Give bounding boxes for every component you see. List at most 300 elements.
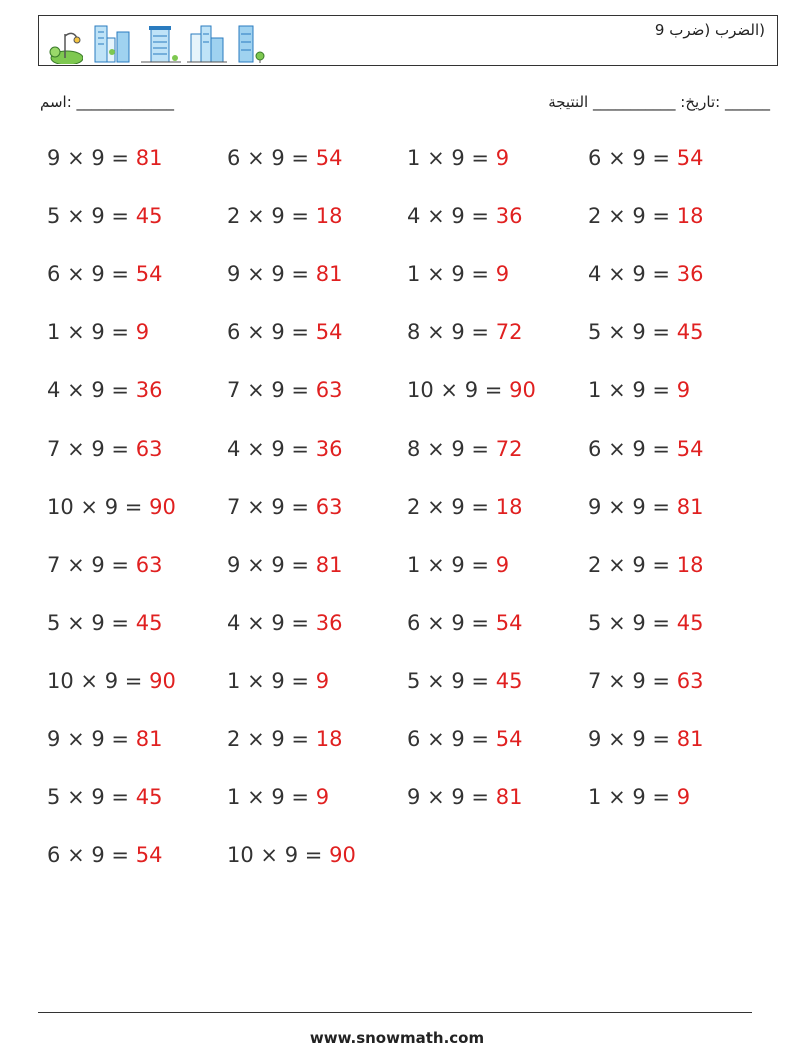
problem-item	[227, 785, 329, 809]
problem-item	[47, 204, 162, 228]
problem-item	[407, 320, 522, 344]
times-sign: ×	[67, 204, 85, 229]
factor-a: 5	[47, 204, 61, 229]
equals-sign: =	[124, 668, 143, 693]
factor-a: 1	[227, 668, 241, 693]
problem-item	[227, 437, 342, 461]
times-sign: ×	[608, 727, 626, 751]
problem-item	[47, 262, 162, 286]
equals-sign: =	[471, 204, 490, 229]
answer: 81	[676, 494, 704, 519]
equals-sign: =	[304, 843, 323, 868]
answer: 45	[135, 610, 163, 635]
equals-sign: =	[471, 262, 490, 287]
factor-a: 1	[47, 320, 61, 345]
factor-a: 1	[588, 378, 602, 403]
factor-a: 6	[227, 320, 241, 345]
factor-a: 6	[227, 146, 241, 170]
factor-a: 7	[227, 494, 241, 519]
equals-sign: =	[471, 727, 490, 751]
answer: 18	[676, 552, 704, 577]
footer-url: www.snowmath.com	[309, 1029, 485, 1047]
equals-sign: =	[111, 785, 130, 810]
equals-sign: =	[291, 785, 310, 810]
worksheet-title: (الضرب (ضرب 9	[654, 21, 765, 39]
times-sign: ×	[427, 146, 445, 170]
factor-b: 9	[632, 436, 646, 461]
equals-sign: =	[291, 436, 310, 461]
answer: 9	[315, 785, 330, 810]
problem-item	[47, 785, 162, 809]
problem-item	[588, 495, 703, 519]
problem-item	[47, 727, 162, 751]
equals-sign: =	[291, 727, 310, 751]
factor-b: 9	[91, 727, 105, 751]
times-sign: ×	[608, 668, 626, 693]
problem-item	[588, 669, 703, 693]
problem-item	[588, 320, 703, 344]
answer: 9	[495, 552, 510, 577]
answer: 45	[135, 785, 163, 810]
equals-sign: =	[471, 146, 490, 170]
factor-a: 5	[47, 785, 61, 810]
equals-sign: =	[111, 378, 130, 403]
problem-item	[407, 262, 509, 286]
factor-a: 7	[588, 668, 602, 693]
times-sign: ×	[67, 320, 85, 345]
answer: 54	[315, 320, 343, 345]
equals-sign: =	[291, 378, 310, 403]
tree-icon	[47, 22, 83, 64]
problem-item	[407, 669, 522, 693]
factor-a: 9	[407, 785, 421, 810]
problem-item	[407, 204, 522, 228]
equals-sign: =	[652, 785, 671, 810]
times-sign: ×	[247, 668, 265, 693]
factor-a: 10	[407, 378, 434, 403]
equals-sign: =	[652, 378, 671, 403]
equals-sign: =	[291, 262, 310, 287]
times-sign: ×	[247, 146, 265, 170]
answer: 18	[315, 204, 343, 229]
equals-sign: =	[652, 727, 671, 751]
factor-a: 5	[588, 610, 602, 635]
factor-b: 9	[271, 204, 285, 229]
problem-item	[47, 437, 162, 461]
answer: 72	[495, 320, 523, 345]
factor-a: 9	[588, 727, 602, 751]
factor-b: 9	[451, 146, 465, 170]
times-sign: ×	[608, 378, 626, 403]
footer-divider	[38, 1012, 752, 1013]
problem-item	[47, 495, 176, 519]
factor-b: 9	[91, 552, 105, 577]
answer: 45	[135, 204, 163, 229]
problem-item	[588, 204, 703, 228]
problem-item	[227, 204, 342, 228]
answer: 9	[676, 378, 691, 403]
factor-a: 9	[47, 146, 61, 170]
equals-sign: =	[291, 494, 310, 519]
problem-item	[227, 727, 342, 751]
times-sign: ×	[427, 494, 445, 519]
times-sign: ×	[67, 262, 85, 287]
problem-item	[407, 146, 509, 170]
times-sign: ×	[80, 668, 99, 693]
problem-item	[588, 146, 703, 170]
problem-item	[407, 611, 522, 635]
equals-sign: =	[652, 552, 671, 577]
times-sign: ×	[260, 843, 279, 868]
equals-sign: =	[652, 494, 671, 519]
factor-a: 9	[227, 552, 241, 577]
factor-b: 9	[271, 494, 285, 519]
factor-b: 9	[451, 552, 465, 577]
times-sign: ×	[608, 204, 626, 229]
times-sign: ×	[608, 320, 626, 345]
equals-sign: =	[291, 204, 310, 229]
factor-a: 7	[227, 378, 241, 403]
answer: 36	[676, 262, 704, 287]
factor-a: 7	[47, 552, 61, 577]
answer: 54	[135, 843, 163, 868]
factor-b: 9	[91, 610, 105, 635]
answer: 54	[495, 610, 523, 635]
times-sign: ×	[247, 262, 265, 287]
answer: 36	[135, 378, 163, 403]
problem-item	[227, 320, 342, 344]
factor-b: 9	[271, 610, 285, 635]
factor-a: 1	[407, 262, 421, 287]
problem-item	[588, 553, 703, 577]
times-sign: ×	[247, 552, 265, 577]
factor-b: 9	[271, 436, 285, 461]
answer: 54	[495, 727, 523, 751]
problem-item	[227, 669, 329, 693]
problem-item	[47, 320, 149, 344]
answer: 18	[315, 727, 343, 751]
times-sign: ×	[608, 262, 626, 287]
problem-item	[47, 669, 176, 693]
times-sign: ×	[608, 785, 626, 810]
name-line: _____________ :اسم	[40, 93, 175, 111]
times-sign: ×	[67, 843, 85, 868]
times-sign: ×	[247, 204, 265, 229]
factor-b: 9	[632, 552, 646, 577]
problem-item	[227, 495, 342, 519]
factor-a: 5	[47, 610, 61, 635]
times-sign: ×	[608, 146, 626, 170]
factor-b: 9	[91, 262, 105, 287]
equals-sign: =	[291, 146, 310, 170]
times-sign: ×	[247, 727, 265, 751]
factor-b: 9	[632, 378, 646, 403]
answer: 90	[149, 494, 176, 519]
factor-b: 9	[104, 668, 119, 693]
answer: 63	[135, 436, 163, 461]
factor-b: 9	[91, 320, 105, 345]
equals-sign: =	[652, 668, 671, 693]
factor-b: 9	[451, 204, 465, 229]
tower-icon	[233, 22, 269, 64]
factor-a: 10	[227, 843, 254, 868]
times-sign: ×	[247, 610, 265, 635]
problem-item	[47, 611, 162, 635]
factor-b: 9	[91, 204, 105, 229]
answer: 63	[135, 552, 163, 577]
factor-b: 9	[91, 146, 105, 170]
factor-a: 9	[588, 494, 602, 519]
problem-item	[588, 727, 703, 751]
times-sign: ×	[608, 494, 626, 519]
problem-item	[407, 785, 522, 809]
city-icon	[187, 22, 227, 64]
factor-b: 9	[271, 262, 285, 287]
factor-b: 9	[451, 727, 465, 751]
equals-sign: =	[291, 610, 310, 635]
answer: 63	[676, 668, 704, 693]
answer: 18	[495, 494, 523, 519]
equals-sign: =	[471, 610, 490, 635]
factor-a: 1	[407, 146, 421, 170]
equals-sign: =	[652, 262, 671, 287]
times-sign: ×	[427, 262, 445, 287]
times-sign: ×	[247, 785, 265, 810]
answer: 9	[135, 320, 150, 345]
answer: 54	[315, 146, 343, 170]
factor-a: 2	[588, 552, 602, 577]
equals-sign: =	[471, 785, 490, 810]
factor-b: 9	[91, 436, 105, 461]
factor-a: 4	[47, 378, 61, 403]
factor-b: 9	[451, 262, 465, 287]
factor-a: 4	[227, 610, 241, 635]
equals-sign: =	[652, 436, 671, 461]
factor-b: 9	[632, 204, 646, 229]
factor-b: 9	[632, 668, 646, 693]
answer: 90	[509, 378, 536, 403]
factor-b: 9	[632, 610, 646, 635]
times-sign: ×	[608, 610, 626, 635]
problem-item	[47, 843, 162, 867]
times-sign: ×	[427, 320, 445, 345]
factor-a: 4	[227, 436, 241, 461]
times-sign: ×	[67, 552, 85, 577]
times-sign: ×	[427, 552, 445, 577]
factor-a: 5	[407, 668, 421, 693]
equals-sign: =	[652, 204, 671, 229]
factor-a: 2	[588, 204, 602, 229]
answer: 81	[315, 262, 343, 287]
factor-a: 9	[227, 262, 241, 287]
factor-a: 10	[47, 668, 74, 693]
factor-b: 9	[271, 146, 285, 170]
times-sign: ×	[247, 436, 265, 461]
times-sign: ×	[67, 727, 85, 751]
factor-b: 9	[271, 552, 285, 577]
factor-b: 9	[284, 843, 299, 868]
factor-a: 2	[227, 727, 241, 751]
times-sign: ×	[608, 436, 626, 461]
factor-b: 9	[632, 494, 646, 519]
answer: 81	[135, 727, 163, 751]
factor-a: 7	[47, 436, 61, 461]
problem-item	[588, 378, 690, 402]
date-score-line: ______ :تاريخ: ___________ النتيجة	[548, 93, 770, 111]
factor-b: 9	[91, 843, 105, 868]
factor-b: 9	[271, 320, 285, 345]
answer: 9	[315, 668, 330, 693]
times-sign: ×	[67, 378, 85, 403]
answer: 54	[135, 262, 163, 287]
answer: 9	[676, 785, 691, 810]
factor-b: 9	[451, 668, 465, 693]
problem-item	[227, 611, 342, 635]
factor-b: 9	[632, 146, 646, 170]
answer: 81	[676, 727, 704, 751]
problem-item	[407, 553, 509, 577]
problem-item	[47, 146, 162, 170]
equals-sign: =	[484, 378, 503, 403]
problem-item	[407, 495, 522, 519]
equals-sign: =	[471, 436, 490, 461]
times-sign: ×	[427, 727, 445, 751]
answer: 72	[495, 436, 523, 461]
equals-sign: =	[652, 610, 671, 635]
times-sign: ×	[247, 494, 265, 519]
answer: 36	[315, 436, 343, 461]
equals-sign: =	[471, 494, 490, 519]
equals-sign: =	[111, 843, 130, 868]
equals-sign: =	[652, 146, 671, 170]
factor-b: 9	[271, 378, 285, 403]
factor-a: 6	[407, 610, 421, 635]
factor-a: 6	[47, 262, 61, 287]
factor-b: 9	[632, 785, 646, 810]
factor-b: 9	[451, 436, 465, 461]
times-sign: ×	[247, 378, 265, 403]
problem-item	[407, 727, 522, 751]
answer: 9	[495, 146, 510, 170]
problem-item	[227, 378, 342, 402]
equals-sign: =	[111, 436, 130, 461]
problem-item	[588, 785, 690, 809]
equals-sign: =	[291, 320, 310, 345]
factor-b: 9	[632, 727, 646, 751]
answer: 81	[315, 552, 343, 577]
factor-a: 9	[47, 727, 61, 751]
answer: 36	[315, 610, 343, 635]
factor-b: 9	[451, 610, 465, 635]
answer: 45	[495, 668, 523, 693]
equals-sign: =	[471, 320, 490, 345]
times-sign: ×	[247, 320, 265, 345]
buildings-icon	[93, 22, 133, 64]
factor-b: 9	[632, 320, 646, 345]
problem-item	[588, 437, 703, 461]
answer: 54	[676, 146, 704, 170]
times-sign: ×	[427, 785, 445, 810]
factor-a: 2	[227, 204, 241, 229]
factor-b: 9	[104, 494, 119, 519]
answer: 63	[315, 378, 343, 403]
factor-b: 9	[451, 320, 465, 345]
factor-a: 6	[407, 727, 421, 751]
factor-a: 8	[407, 436, 421, 461]
factor-a: 6	[588, 146, 602, 170]
times-sign: ×	[80, 494, 99, 519]
times-sign: ×	[67, 785, 85, 810]
factor-a: 1	[227, 785, 241, 810]
problem-item	[588, 262, 703, 286]
times-sign: ×	[67, 146, 85, 170]
factor-b: 9	[464, 378, 479, 403]
factor-b: 9	[451, 494, 465, 519]
times-sign: ×	[67, 436, 85, 461]
problem-item	[227, 262, 342, 286]
equals-sign: =	[111, 727, 130, 751]
factor-b: 9	[632, 262, 646, 287]
equals-sign: =	[471, 552, 490, 577]
factor-b: 9	[451, 785, 465, 810]
factor-a: 4	[407, 204, 421, 229]
equals-sign: =	[291, 668, 310, 693]
equals-sign: =	[291, 552, 310, 577]
problem-item	[47, 553, 162, 577]
factor-b: 9	[271, 785, 285, 810]
building-icon	[141, 22, 181, 64]
factor-a: 10	[47, 494, 74, 519]
problem-item	[588, 611, 703, 635]
answer: 90	[149, 668, 176, 693]
answer: 9	[495, 262, 510, 287]
problem-item	[227, 146, 342, 170]
equals-sign: =	[111, 146, 130, 170]
problem-item	[47, 378, 162, 402]
equals-sign: =	[124, 494, 143, 519]
factor-a: 2	[407, 494, 421, 519]
problem-item	[407, 437, 522, 461]
times-sign: ×	[608, 552, 626, 577]
factor-b: 9	[271, 727, 285, 751]
equals-sign: =	[111, 262, 130, 287]
problem-item	[407, 378, 536, 402]
factor-a: 5	[588, 320, 602, 345]
equals-sign: =	[111, 320, 130, 345]
answer: 18	[676, 204, 704, 229]
factor-a: 1	[588, 785, 602, 810]
factor-a: 8	[407, 320, 421, 345]
factor-a: 1	[407, 552, 421, 577]
equals-sign: =	[652, 320, 671, 345]
answer: 90	[329, 843, 356, 868]
header-box	[38, 15, 778, 66]
factor-b: 9	[271, 668, 285, 693]
factor-a: 6	[588, 436, 602, 461]
equals-sign: =	[111, 552, 130, 577]
times-sign: ×	[427, 668, 445, 693]
problem-item	[227, 553, 342, 577]
factor-a: 4	[588, 262, 602, 287]
answer: 81	[135, 146, 163, 170]
answer: 45	[676, 610, 704, 635]
answer: 45	[676, 320, 704, 345]
factor-b: 9	[91, 378, 105, 403]
factor-a: 6	[47, 843, 61, 868]
times-sign: ×	[427, 610, 445, 635]
answer: 36	[495, 204, 523, 229]
answer: 81	[495, 785, 523, 810]
